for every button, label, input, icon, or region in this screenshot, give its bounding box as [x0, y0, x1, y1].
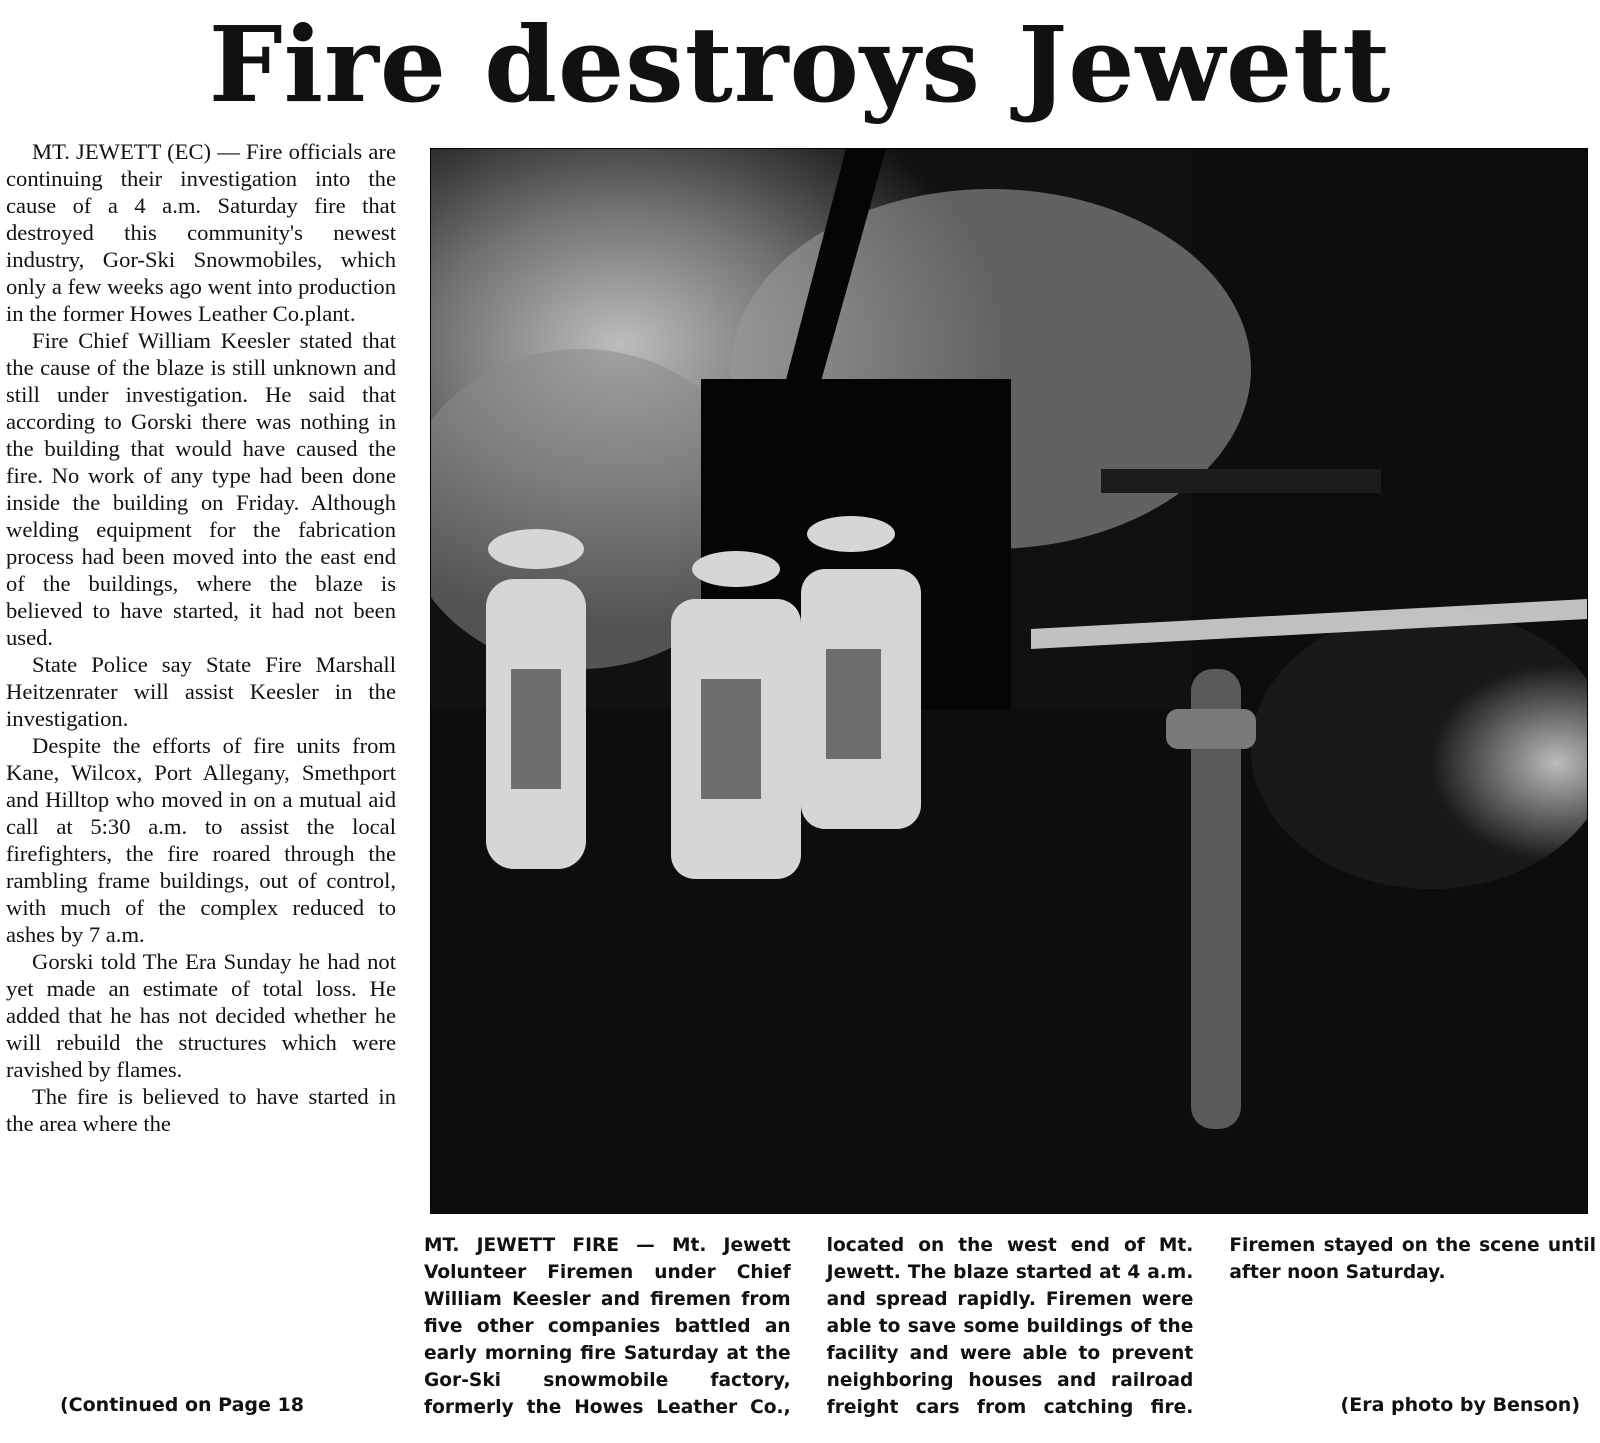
photo-credit: (Era photo by Benson) — [1340, 1394, 1580, 1416]
article-paragraph: Gorski told The Era Sunday he had not yet made an estimate of total loss. He added that he has not decided whether he will rebuild the structures which were ravished by flames. — [6, 949, 396, 1082]
photo-illustration — [431, 149, 1587, 1213]
headline: Fire destroys Jewett — [208, 3, 1392, 126]
article-paragraph: The fire is believed to have started in the area where the — [6, 1084, 396, 1136]
article-paragraph: MT. JEWETT (EC) — Fire officials are continuing their investigation into the cause of a 4 a.m. Saturday fire that destroyed this community's newest industry, Gor-Ski Snowmobiles, which only a few weeks ago went into production in the former Howes Leather Co.plant. — [6, 139, 396, 326]
continued-note: (Continued on Page 18 — [60, 1394, 304, 1416]
article-body — [6, 138, 396, 1408]
article-paragraph: Despite the efforts of fire units from Kane, Wilcox, Port Allegany, Smethport and Hilltop who moved in on a mutual aid call at 5:30 a.m. to assist the local firefighters, the fire roared through the rambling frame buildings, out of control, with much of the complex reduced to ashes by 7 a.m. — [6, 733, 396, 947]
news-photo-firefighters — [430, 148, 1588, 1214]
article-paragraph: State Police say State Fire Marshall Heitzenrater will assist Keesler in the investigation. — [6, 652, 396, 731]
caption-text: MT. JEWETT FIRE — Mt. Jewett Volunteer Firemen under Chief William Keesler and firemen from five other companies battled an early morning fire Saturday at the Gor-Ski snowmobile factory, formerly the Howes Leather Co., located on the west end of Mt. Jewett. The blaze started at 4 a.m. and spread rapidly. Firemen were able to save some buildings of the facility and were able to prevent neighboring houses and railroad freight cars from catching fire. Firemen stayed on the scene until after noon Saturday. — [424, 1235, 1596, 1418]
article-paragraph: Fire Chief William Keesler stated that the cause of the blaze is still unknown and still under investigation. He said that according to Gorski there was nothing in the building that would have caused the fire. No work of any type had been done inside the building on Friday. Although welding equipment for the fabrication process had been moved into the east end of the buildings, where the blaze is believed to have started, it had not been used. — [6, 328, 396, 650]
